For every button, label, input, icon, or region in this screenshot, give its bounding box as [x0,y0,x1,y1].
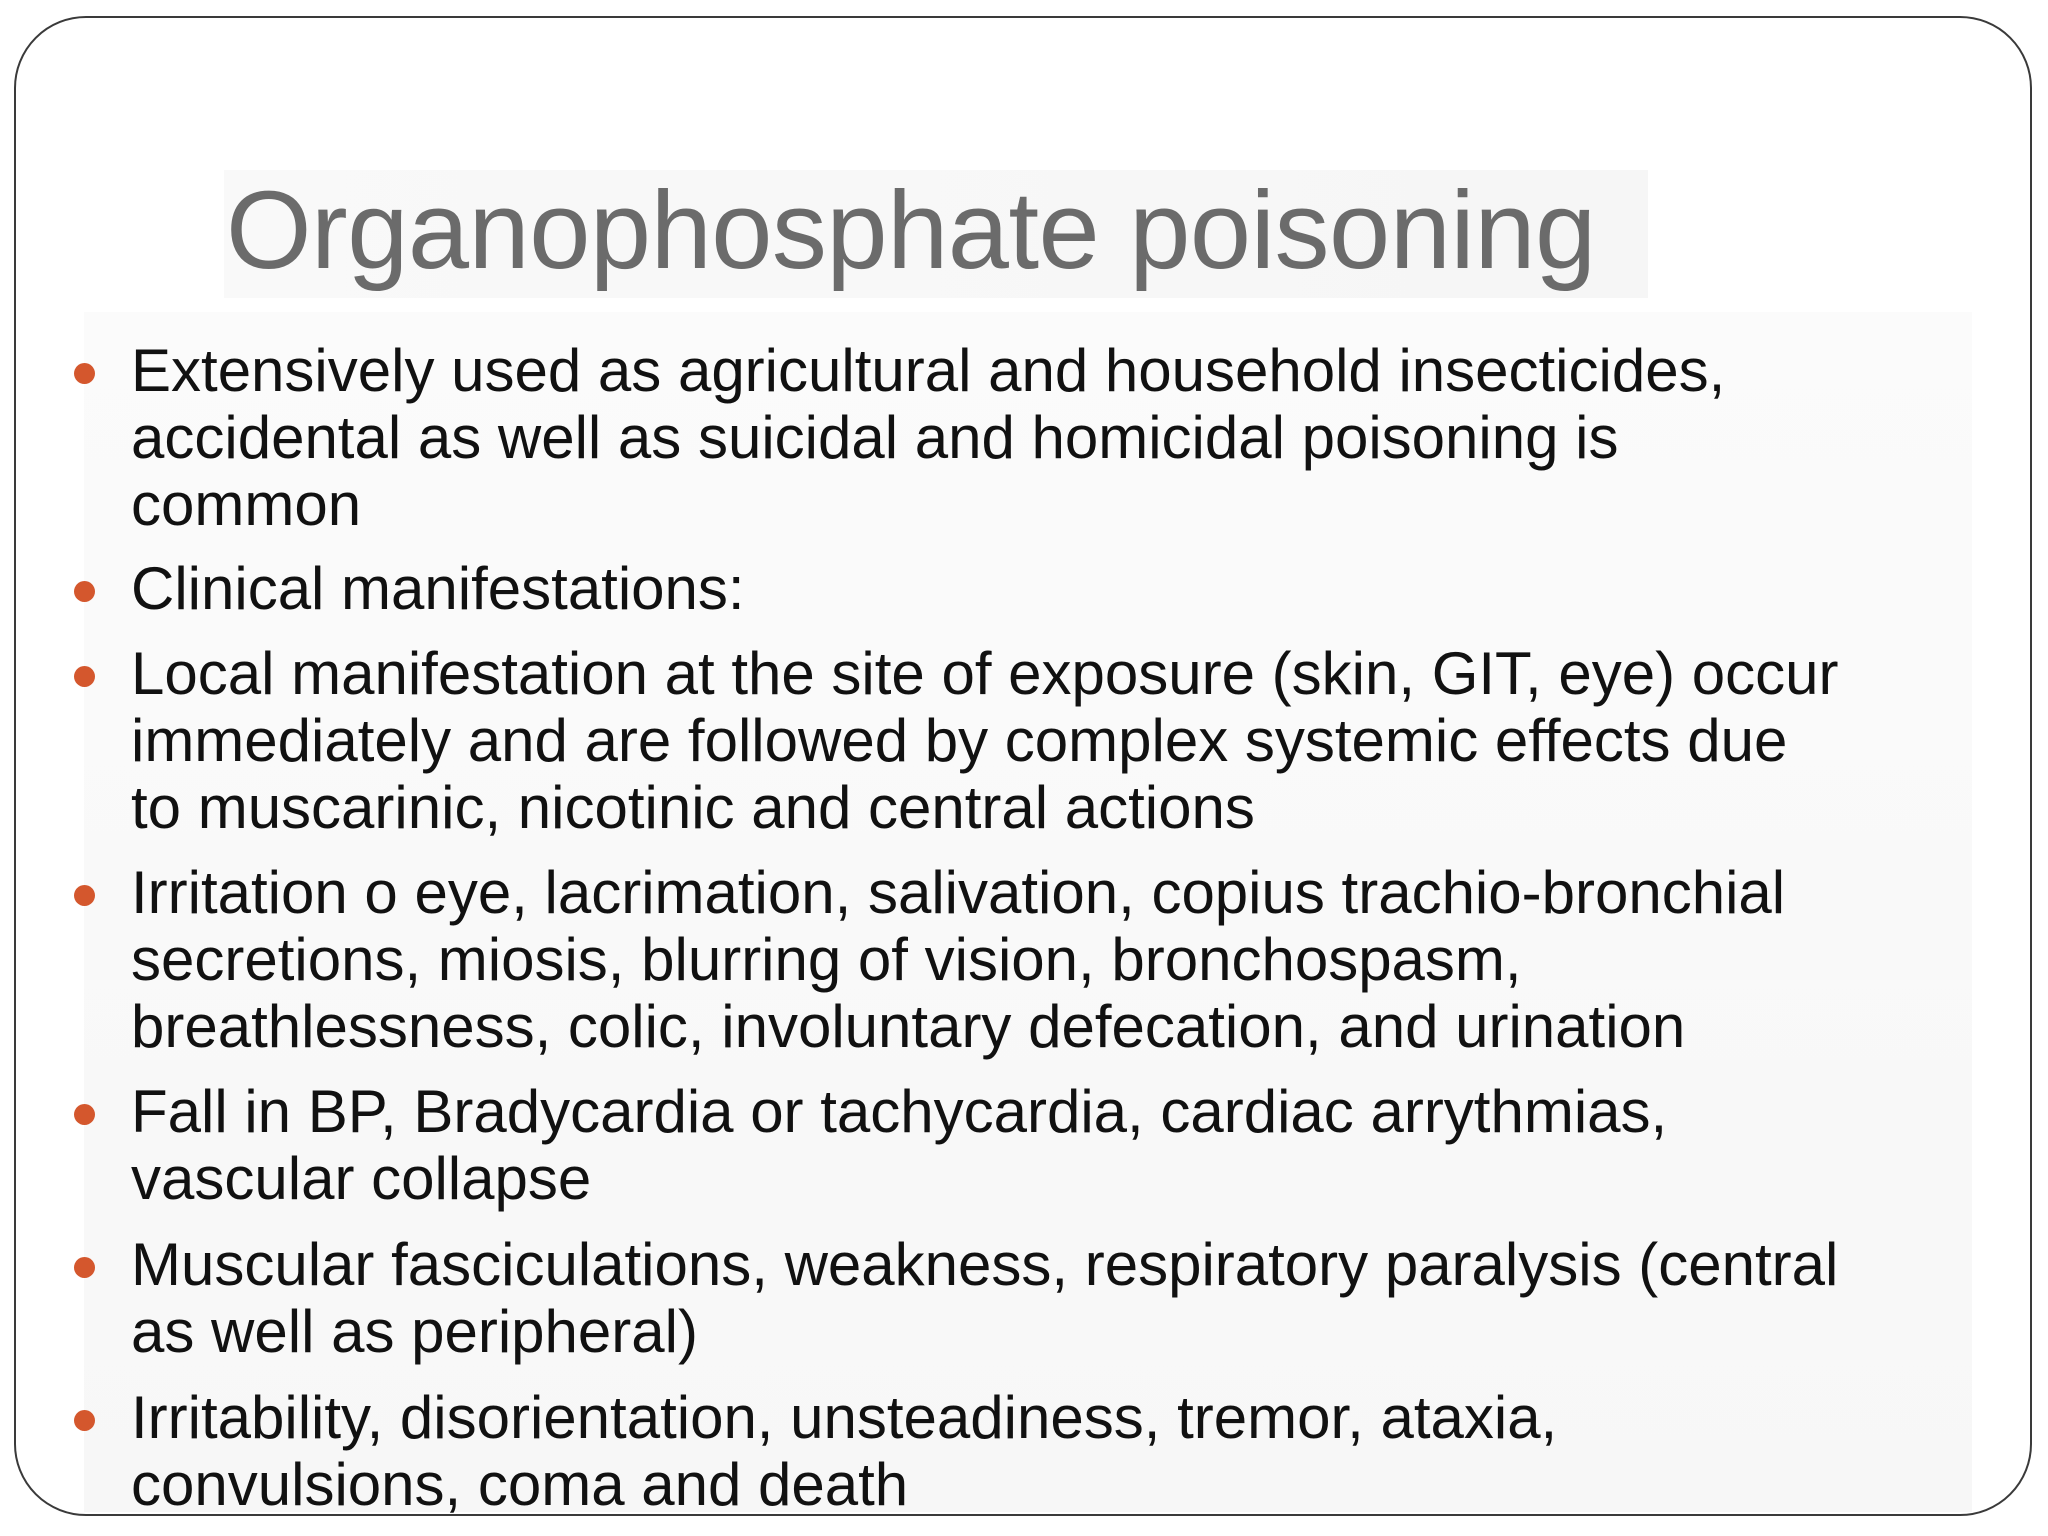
bullet-line: to muscarinic, nicotinic and central actions [131,774,1255,841]
bullet-text [131,640,2011,841]
bullet-line: Irritation o eye, lacrimation, salivation, copius trachio-bronchial [131,859,1786,926]
bullet-dot [74,1257,95,1278]
bullet-text [131,555,2011,622]
bullet-line: Fall in BP, Bradycardia or tachycardia, cardiac arrythmias, [131,1078,1668,1145]
slide-title: Organophosphate poisoning [226,169,1596,292]
bullet-line: Clinical manifestations: [131,555,745,622]
bullet-line: common [131,471,362,538]
bullet-line: immediately and are followed by complex systemic effects due [131,707,1788,774]
bullet-line: secretions, miosis, blurring of vision, bronchospasm, [131,926,1522,993]
bullet-line: Extensively used as agricultural and household insecticides, [131,337,1726,404]
bullet-dot [74,581,95,602]
bullet-text [131,859,2011,1060]
bullet-line: accidental as well as suicidal and homicidal poisoning is [131,404,1619,471]
bullet-text [131,1078,2011,1212]
bullet-dot [74,885,95,906]
bullet-line: vascular collapse [131,1145,592,1212]
bullet-dot [74,1410,95,1431]
bullet-dot [74,666,95,687]
bullet-line: breathlessness, colic, involuntary defecation, and urination [131,993,1686,1060]
bullet-line: Muscular fasciculations, weakness, respiratory paralysis (central [131,1231,1839,1298]
bullet-line: Irritability, disorientation, unsteadiness, tremor, ataxia, [131,1384,1558,1451]
bullet-dot [74,363,95,384]
bullet-text [131,337,2011,538]
bullet-text [131,1384,2011,1518]
bullet-dot [74,1104,95,1125]
bullet-line: convulsions, coma and death [131,1451,909,1518]
bullet-line: Local manifestation at the site of exposure (skin, GIT, eye) occur [131,640,1839,707]
bullet-line: as well as peripheral) [131,1298,698,1365]
bullet-text [131,1231,2011,1365]
